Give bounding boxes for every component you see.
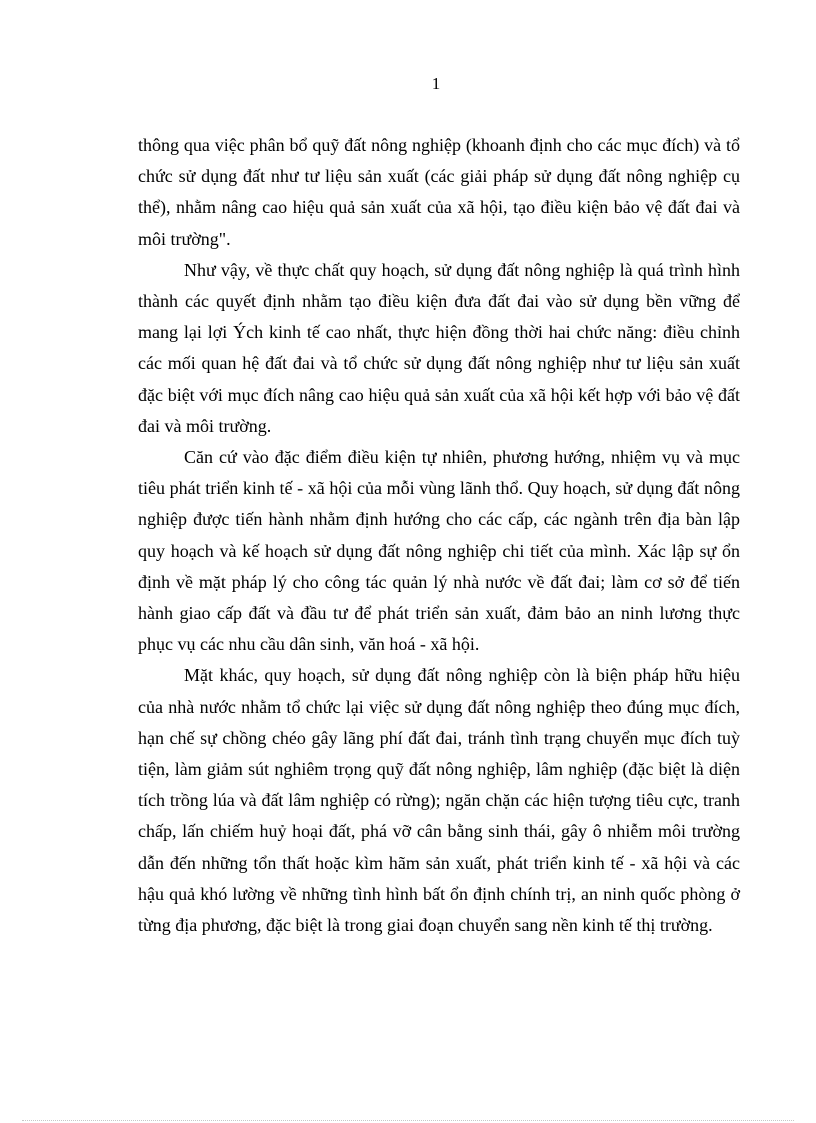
page-footer-divider <box>22 1120 794 1121</box>
document-body <box>138 130 740 941</box>
paragraph-4: Mặt khác, quy hoạch, sử dụng đất nông nghiệp còn là biện pháp hữu hiệu của nhà nước nhằm tổ chức lại việc sử dụng đất nông nghiệp theo đúng mục đích, hạn chế sự chồng chéo gây lãng phí đất đai, tránh tình trạng chuyển mục đích tuỳ tiện, làm giảm sút nghiêm trọng quỹ đất nông nghiệp, lâm nghiệp (đặc biệt là diện tích trồng lúa và đất lâm nghiệp có rừng); ngăn chặn các hiện tượng tiêu cực, tranh chấp, lấn chiếm huỷ hoại đất, phá vỡ cân bằng sinh thái, gây ô nhiễm môi trường dẫn đến những tổn thất hoặc kìm hãm sản xuất, phát triển kinh tế - xã hội và các hậu quả khó lường về những tình hình bất ổn định chính trị, an ninh quốc phòng ở từng địa phương, đặc biệt là trong giai đoạn chuyển sang nền kinh tế thị trường. <box>138 665 740 936</box>
paragraph-1: thông qua việc phân bổ quỹ đất nông nghiệp (khoanh định cho các mục đích) và tổ chức sử dụng đất như tư liệu sản xuất (các giải pháp sử dụng đất nông nghiệp cụ thể), nhằm nâng cao hiệu quả sản xuất của xã hội, tạo điều kiện bảo vệ đất đai và môi trường". <box>138 135 740 249</box>
page-number: 1 <box>431 74 441 93</box>
paragraph-2: Như vậy, về thực chất quy hoạch, sử dụng đất nông nghiệp là quá trình hình thành các quyết định nhằm tạo điều kiện đưa đất đai vào sử dụng bền vững để mang lại lợi Ých kinh tế cao nhất, thực hiện đồng thời hai chức năng: điều chỉnh các mối quan hệ đất đai và tổ chức sử dụng đất nông nghiệp như tư liệu sản xuất đặc biệt với mục đích nâng cao hiệu quả sản xuất của xã hội kết hợp với bảo vệ đất đai và môi trường. <box>138 259 740 436</box>
paragraph-3: Căn cứ vào đặc điểm điều kiện tự nhiên, phương hướng, nhiệm vụ và mục tiêu phát triển kinh tế - xã hội của mỗi vùng lãnh thổ. Quy hoạch, sử dụng đất nông nghiệp được tiến hành nhằm định hướng cho các cấp, các ngành trên địa bàn lập quy hoạch và kế hoạch sử dụng đất nông nghiệp chi tiết của mình. Xác lập sự ổn định về mặt pháp lý cho công tác quản lý nhà nước về đất đai; làm cơ sở để tiến hành giao cấp đất và đầu tư để phát triển sản xuất, đảm bảo an ninh lương thực phục vụ các nhu cầu dân sinh, văn hoá - xã hội. <box>138 447 740 655</box>
